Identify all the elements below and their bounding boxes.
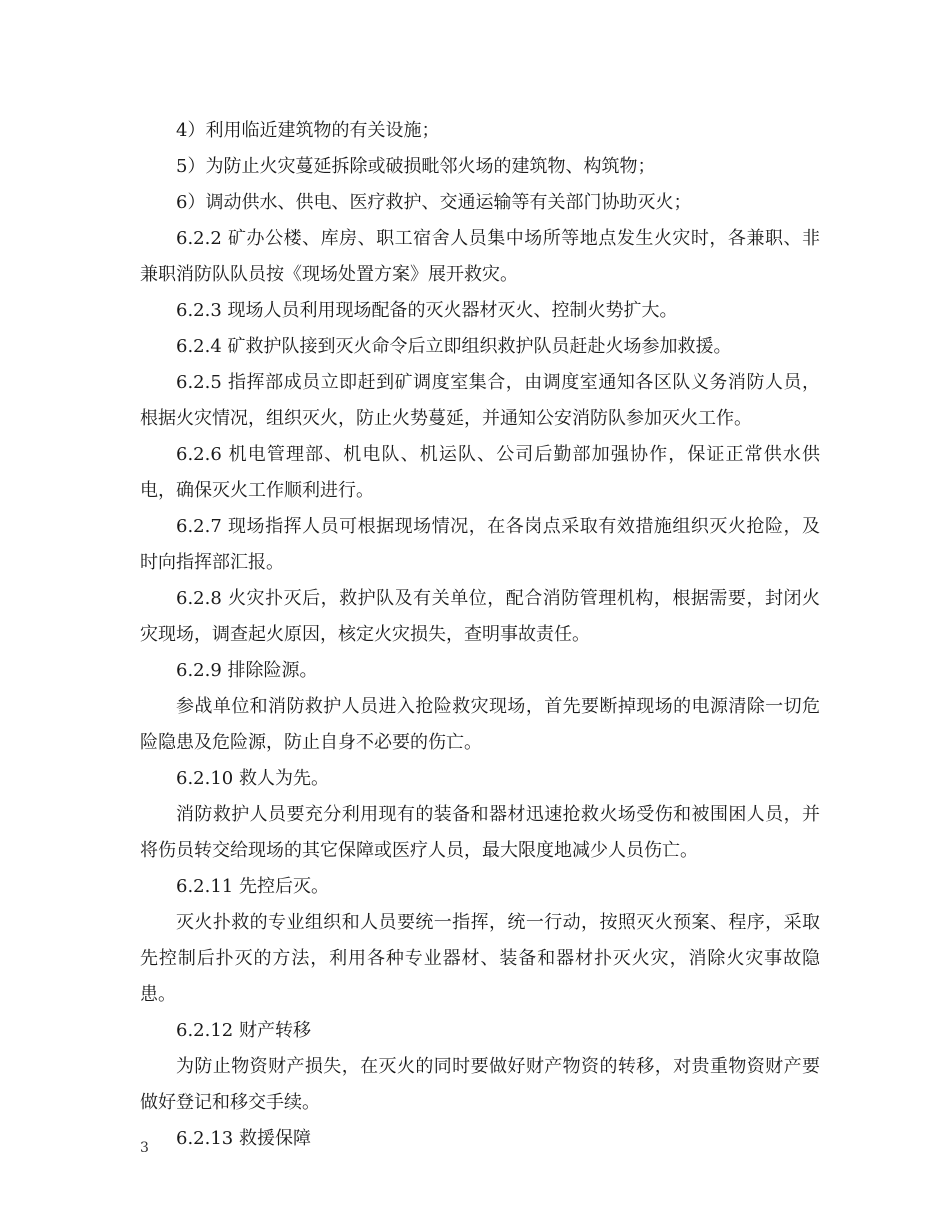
paragraph: 消防救护人员要充分利用现有的装备和器材迅速抢救火场受伤和被围困人员，并将伤员转交给现场的其它保障或医疗人员，最大限度地减少人员伤亡。 <box>140 804 820 861</box>
paragraph: 6.2.11 先控后灭。 <box>176 876 329 897</box>
paragraph: 6.2.5 指挥部成员立即赶到矿调度室集合，由调度室通知各区队义务消防人员，根据火灾情况，组织灭火，防止火势蔓延，并通知公安消防队参加灭火工作。 <box>140 372 820 429</box>
paragraph: 6.2.12 财产转移 <box>176 1020 311 1041</box>
paragraph: 6.2.3 现场人员利用现场配备的灭火器材灭火、控制火势扩大。 <box>176 300 678 321</box>
paragraph: 灭火扑救的专业组织和人员要统一指挥，统一行动，按照灭火预案、程序，采取先控制后扑灭的方法，利用各种专业器材、装备和器材扑灭火灾，消除火灾事故隐患。 <box>140 912 820 1005</box>
paragraph: 6.2.7 现场指挥人员可根据现场情况，在各岗点采取有效措施组织灭火抢险，及时向指挥部汇报。 <box>140 516 820 573</box>
paragraph: 6.2.9 排除险源。 <box>176 660 318 681</box>
paragraph: 6.2.8 火灾扑灭后，救护队及有关单位，配合消防管理机构，根据需要，封闭火灾现场，调查起火原因，核定火灾损失，查明事故责任。 <box>140 588 820 645</box>
paragraph: 6）调动供水、供电、医疗救护、交通运输等有关部门协助灭火； <box>176 192 692 213</box>
paragraph: 6.2.4 矿救护队接到灭火命令后立即组织救护队员赶赴火场参加救援。 <box>176 336 732 357</box>
paragraph: 4）利用临近建筑物的有关设施； <box>176 120 440 141</box>
body-text <box>140 113 820 1157</box>
page-number: 3 <box>140 1140 149 1156</box>
paragraph: 6.2.2 矿办公楼、库房、职工宿舍人员集中场所等地点发生火灾时，各兼职、非兼职消防队队员按《现场处置方案》展开救灾。 <box>140 228 820 285</box>
paragraph: 5）为防止火灾蔓延拆除或破损毗邻火场的建筑物、构筑物； <box>176 156 656 177</box>
paragraph: 6.2.6 机电管理部、机电队、机运队、公司后勤部加强协作，保证正常供水供电，确保灭火工作顺利进行。 <box>140 444 820 501</box>
paragraph: 6.2.13 救援保障 <box>176 1128 311 1149</box>
paragraph: 为防止物资财产损失，在灭火的同时要做好财产物资的转移，对贵重物资财产要做好登记和移交手续。 <box>140 1056 820 1113</box>
paragraph: 6.2.10 救人为先。 <box>176 768 329 789</box>
paragraph: 参战单位和消防救护人员进入抢险救灾现场，首先要断掉现场的电源清除一切危险隐患及危险源，防止自身不必要的伤亡。 <box>140 696 820 753</box>
